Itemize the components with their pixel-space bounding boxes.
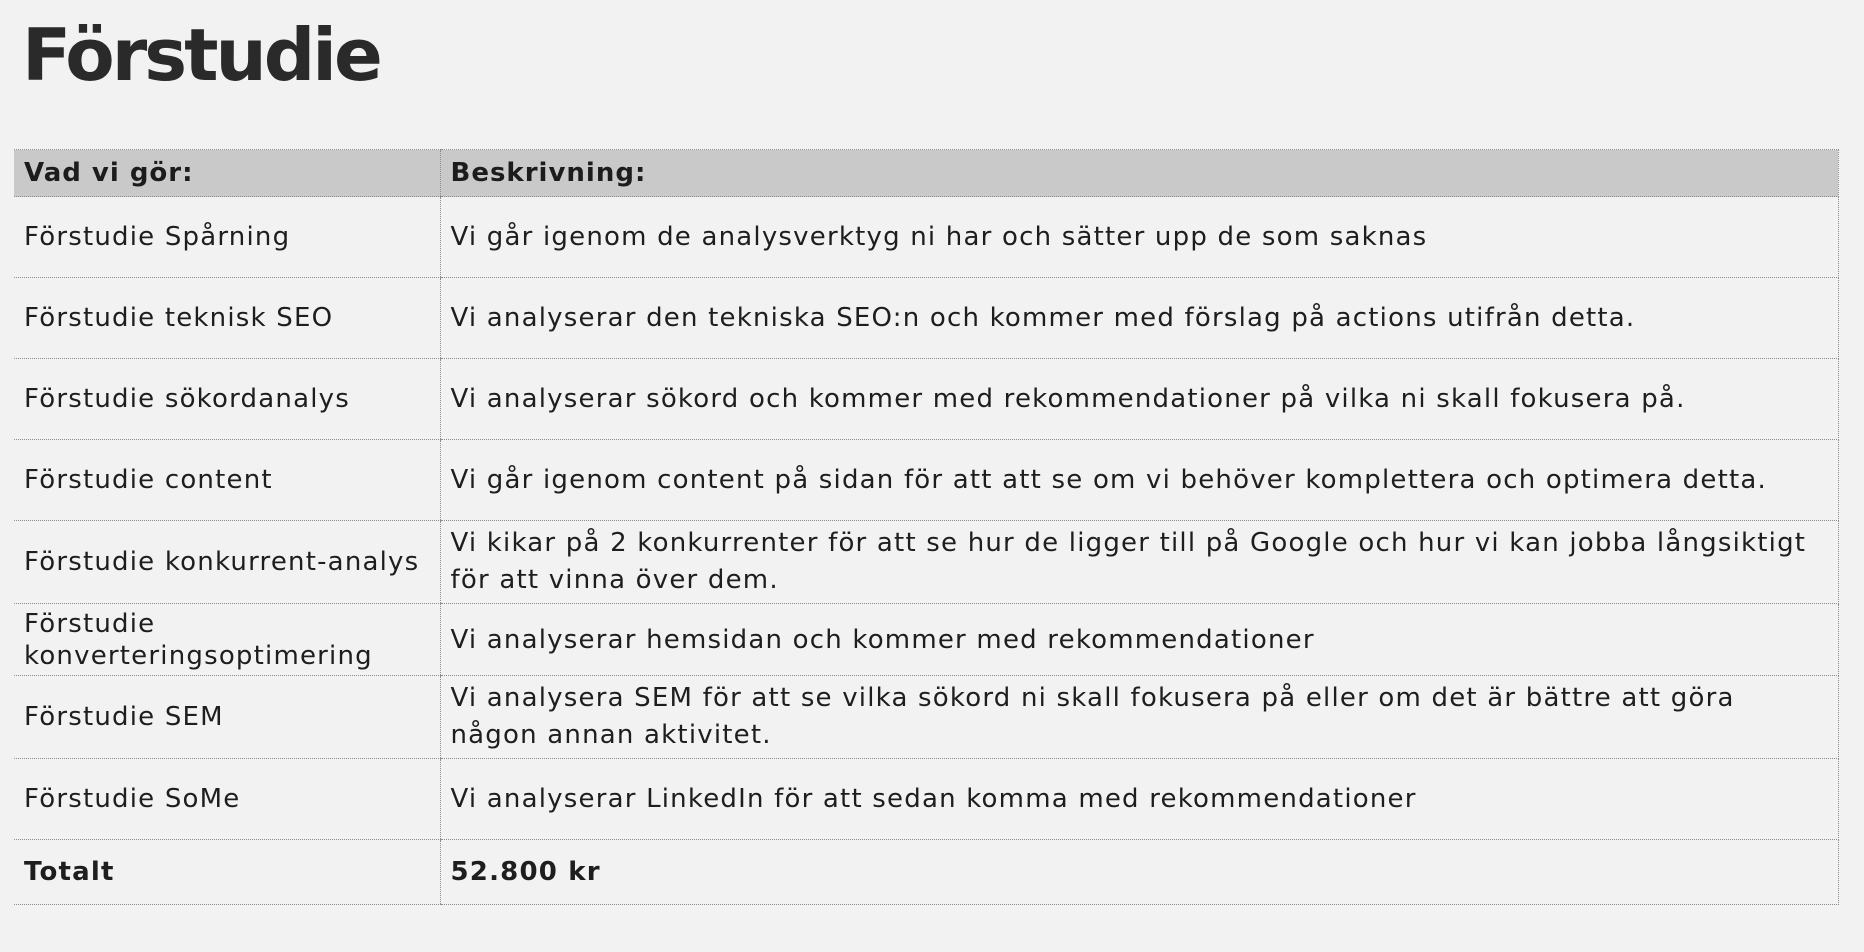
table-row [14, 604, 1838, 676]
row-item: Förstudie Spårning [14, 197, 440, 278]
row-item: Förstudie SoMe [14, 759, 440, 840]
row-item: Förstudie konverteringsoptimering [14, 604, 440, 676]
row-description: Vi analyserar sökord och kommer med rekommendationer på vilka ni skall fokusera på. [440, 359, 1838, 440]
row-description: Vi går igenom de analysverktyg ni har och sätter upp de som saknas [440, 197, 1838, 278]
row-description: Vi analyserar hemsidan och kommer med rekommendationer [440, 604, 1838, 676]
row-description: Vi analyserar den tekniska SEO:n och kommer med förslag på actions utifrån detta. [440, 278, 1838, 359]
page-title: Förstudie [22, 13, 380, 97]
table-row [14, 197, 1838, 278]
total-label: Totalt [14, 840, 440, 905]
table-row [14, 359, 1838, 440]
row-item: Förstudie konkurrent-analys [14, 521, 440, 604]
row-item: Förstudie sökordanalys [14, 359, 440, 440]
table-row [14, 521, 1838, 604]
row-item: Förstudie SEM [14, 676, 440, 759]
row-description: Vi kikar på 2 konkurrenter för att se hur de ligger till på Google och hur vi kan jobba långsiktigt för att vinna över dem. [440, 521, 1838, 604]
row-description: Vi analysera SEM för att se vilka sökord ni skall fokusera på eller om det är bättre att göra någon annan aktivitet. [440, 676, 1838, 759]
pricing-table [14, 149, 1839, 905]
table-body [14, 197, 1838, 905]
table-header [14, 150, 1838, 197]
table-row [14, 440, 1838, 521]
table-row [14, 278, 1838, 359]
row-item: Förstudie content [14, 440, 440, 521]
total-value: 52.800 kr [440, 840, 1838, 905]
row-description: Vi analyserar LinkedIn för att sedan komma med rekommendationer [440, 759, 1838, 840]
table-row [14, 676, 1838, 759]
row-description: Vi går igenom content på sidan för att att se om vi behöver komplettera och optimera detta. [440, 440, 1838, 521]
row-item: Förstudie teknisk SEO [14, 278, 440, 359]
header-row [14, 150, 1838, 197]
table-row [14, 759, 1838, 840]
header-description: Beskrivning: [440, 150, 1838, 197]
header-what-we-do: Vad vi gör: [14, 150, 440, 197]
total-row [14, 840, 1838, 905]
